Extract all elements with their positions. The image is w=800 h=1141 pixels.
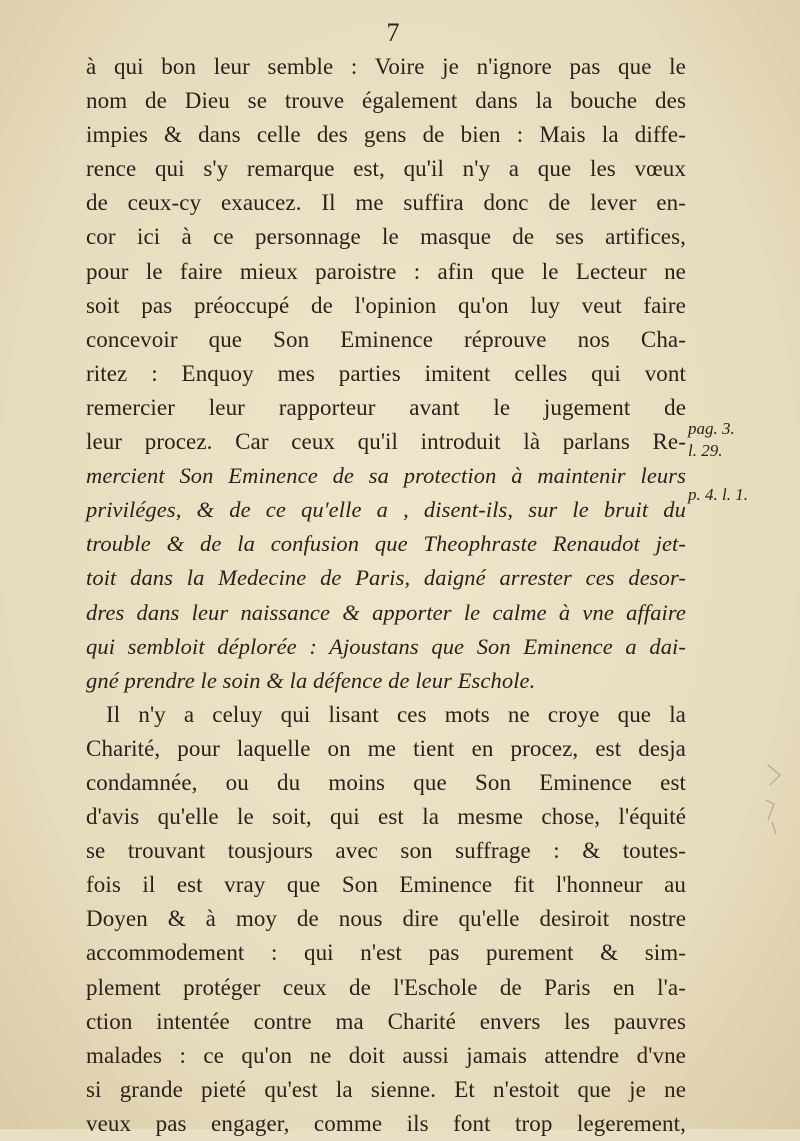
quoted-line: qui sembloit déplorée : Ajoustans que Son Eminence a dai-: [86, 633, 686, 659]
text-line: à qui bon leur semble : Voire je n'ignore pas que le: [86, 54, 686, 79]
margin-note: pag. 3.: [688, 419, 735, 438]
text-line: d'avis qu'elle le soit, qui est la mesme chose, l'équité: [86, 804, 686, 830]
text-line: ction intentée contre ma Charité envers les pauvres: [86, 1008, 686, 1034]
margin-notes: [688, 412, 778, 512]
text-line: condamnée, ou du moins que Son Eminence est: [86, 769, 686, 795]
quoted-line: toit dans la Medecine de Paris, daigné arrester ces desor-: [86, 565, 686, 591]
body-text: [86, 50, 686, 1141]
text-line: se trouvant tousjours avec son suffrage : & toutes-: [86, 838, 686, 864]
text-line: leur procez. Car ceux qu'il introduit là parlans Re-: [86, 429, 686, 455]
quoted-line: mercient Son Eminence de sa protection à maintenir leurs: [86, 463, 686, 489]
text-line: malades : ce qu'on ne doit aussi jamais attendre d'vne: [86, 1042, 686, 1068]
text-line: cor ici à ce personnage le masque de ses artifices,: [86, 224, 686, 250]
text-line: de ceux-cy exaucez. Il me suffira donc de lever en-: [86, 190, 686, 216]
quoted-line: trouble & de la confusion que Theophraste Renaudot jet-: [86, 531, 686, 557]
text-line: veux pas engager, comme ils font trop legerement,: [86, 1110, 686, 1136]
text-line: fois il est vray que Son Eminence fit l'honneur au: [86, 872, 686, 898]
text-line: impies & dans celle des gens de bien : Mais la diffe-: [86, 122, 686, 148]
text-line: soit pas préoccupé de l'opinion qu'on luy veut faire: [86, 292, 686, 318]
quoted-line: dres dans leur naissance & apporter le calme à vne affaire: [86, 599, 686, 625]
text-line: ritez : Enquoy mes parties imitent celles qui vont: [86, 360, 686, 386]
text-line: pour le faire mieux paroistre : afin que le Lecteur ne: [86, 258, 686, 284]
text-line: Doyen & à moy de nous dire qu'elle desiroit nostre: [86, 906, 686, 932]
text-line: rence qui s'y remarque est, qu'il n'y a que les vœux: [86, 156, 686, 182]
paragraph-start-line: Il n'y a celuy qui lisant ces mots ne croye que la: [106, 701, 686, 727]
quoted-line: gné prendre le soin & la défence de leur Eschole.: [86, 667, 536, 693]
text-line: Charité, pour laquelle on me tient en procez, est desja: [86, 735, 686, 761]
ink-smudge-mark: [760, 760, 790, 840]
text-line: si grande pieté qu'est la sienne. Et n'estoit que je ne: [86, 1076, 686, 1102]
text-line: nom de Dieu se trouve également dans la bouche des: [86, 88, 686, 114]
margin-note: l. 29.: [688, 441, 723, 460]
margin-note: p. 4. l. 1.: [688, 485, 748, 504]
text-line: plement protéger ceux de l'Eschole de Paris en l'a-: [86, 974, 686, 1000]
text-line: concevoir que Son Eminence réprouve nos Cha-: [86, 326, 686, 352]
text-line: remercier leur rapporteur avant le jugement de: [86, 394, 686, 420]
quoted-line: priviléges, & de ce qu'elle a , disent-ils, sur le bruit du: [86, 497, 686, 523]
text-line: accommodement : qui n'est pas purement & sim-: [86, 940, 686, 966]
page-number: 7: [386, 18, 400, 47]
